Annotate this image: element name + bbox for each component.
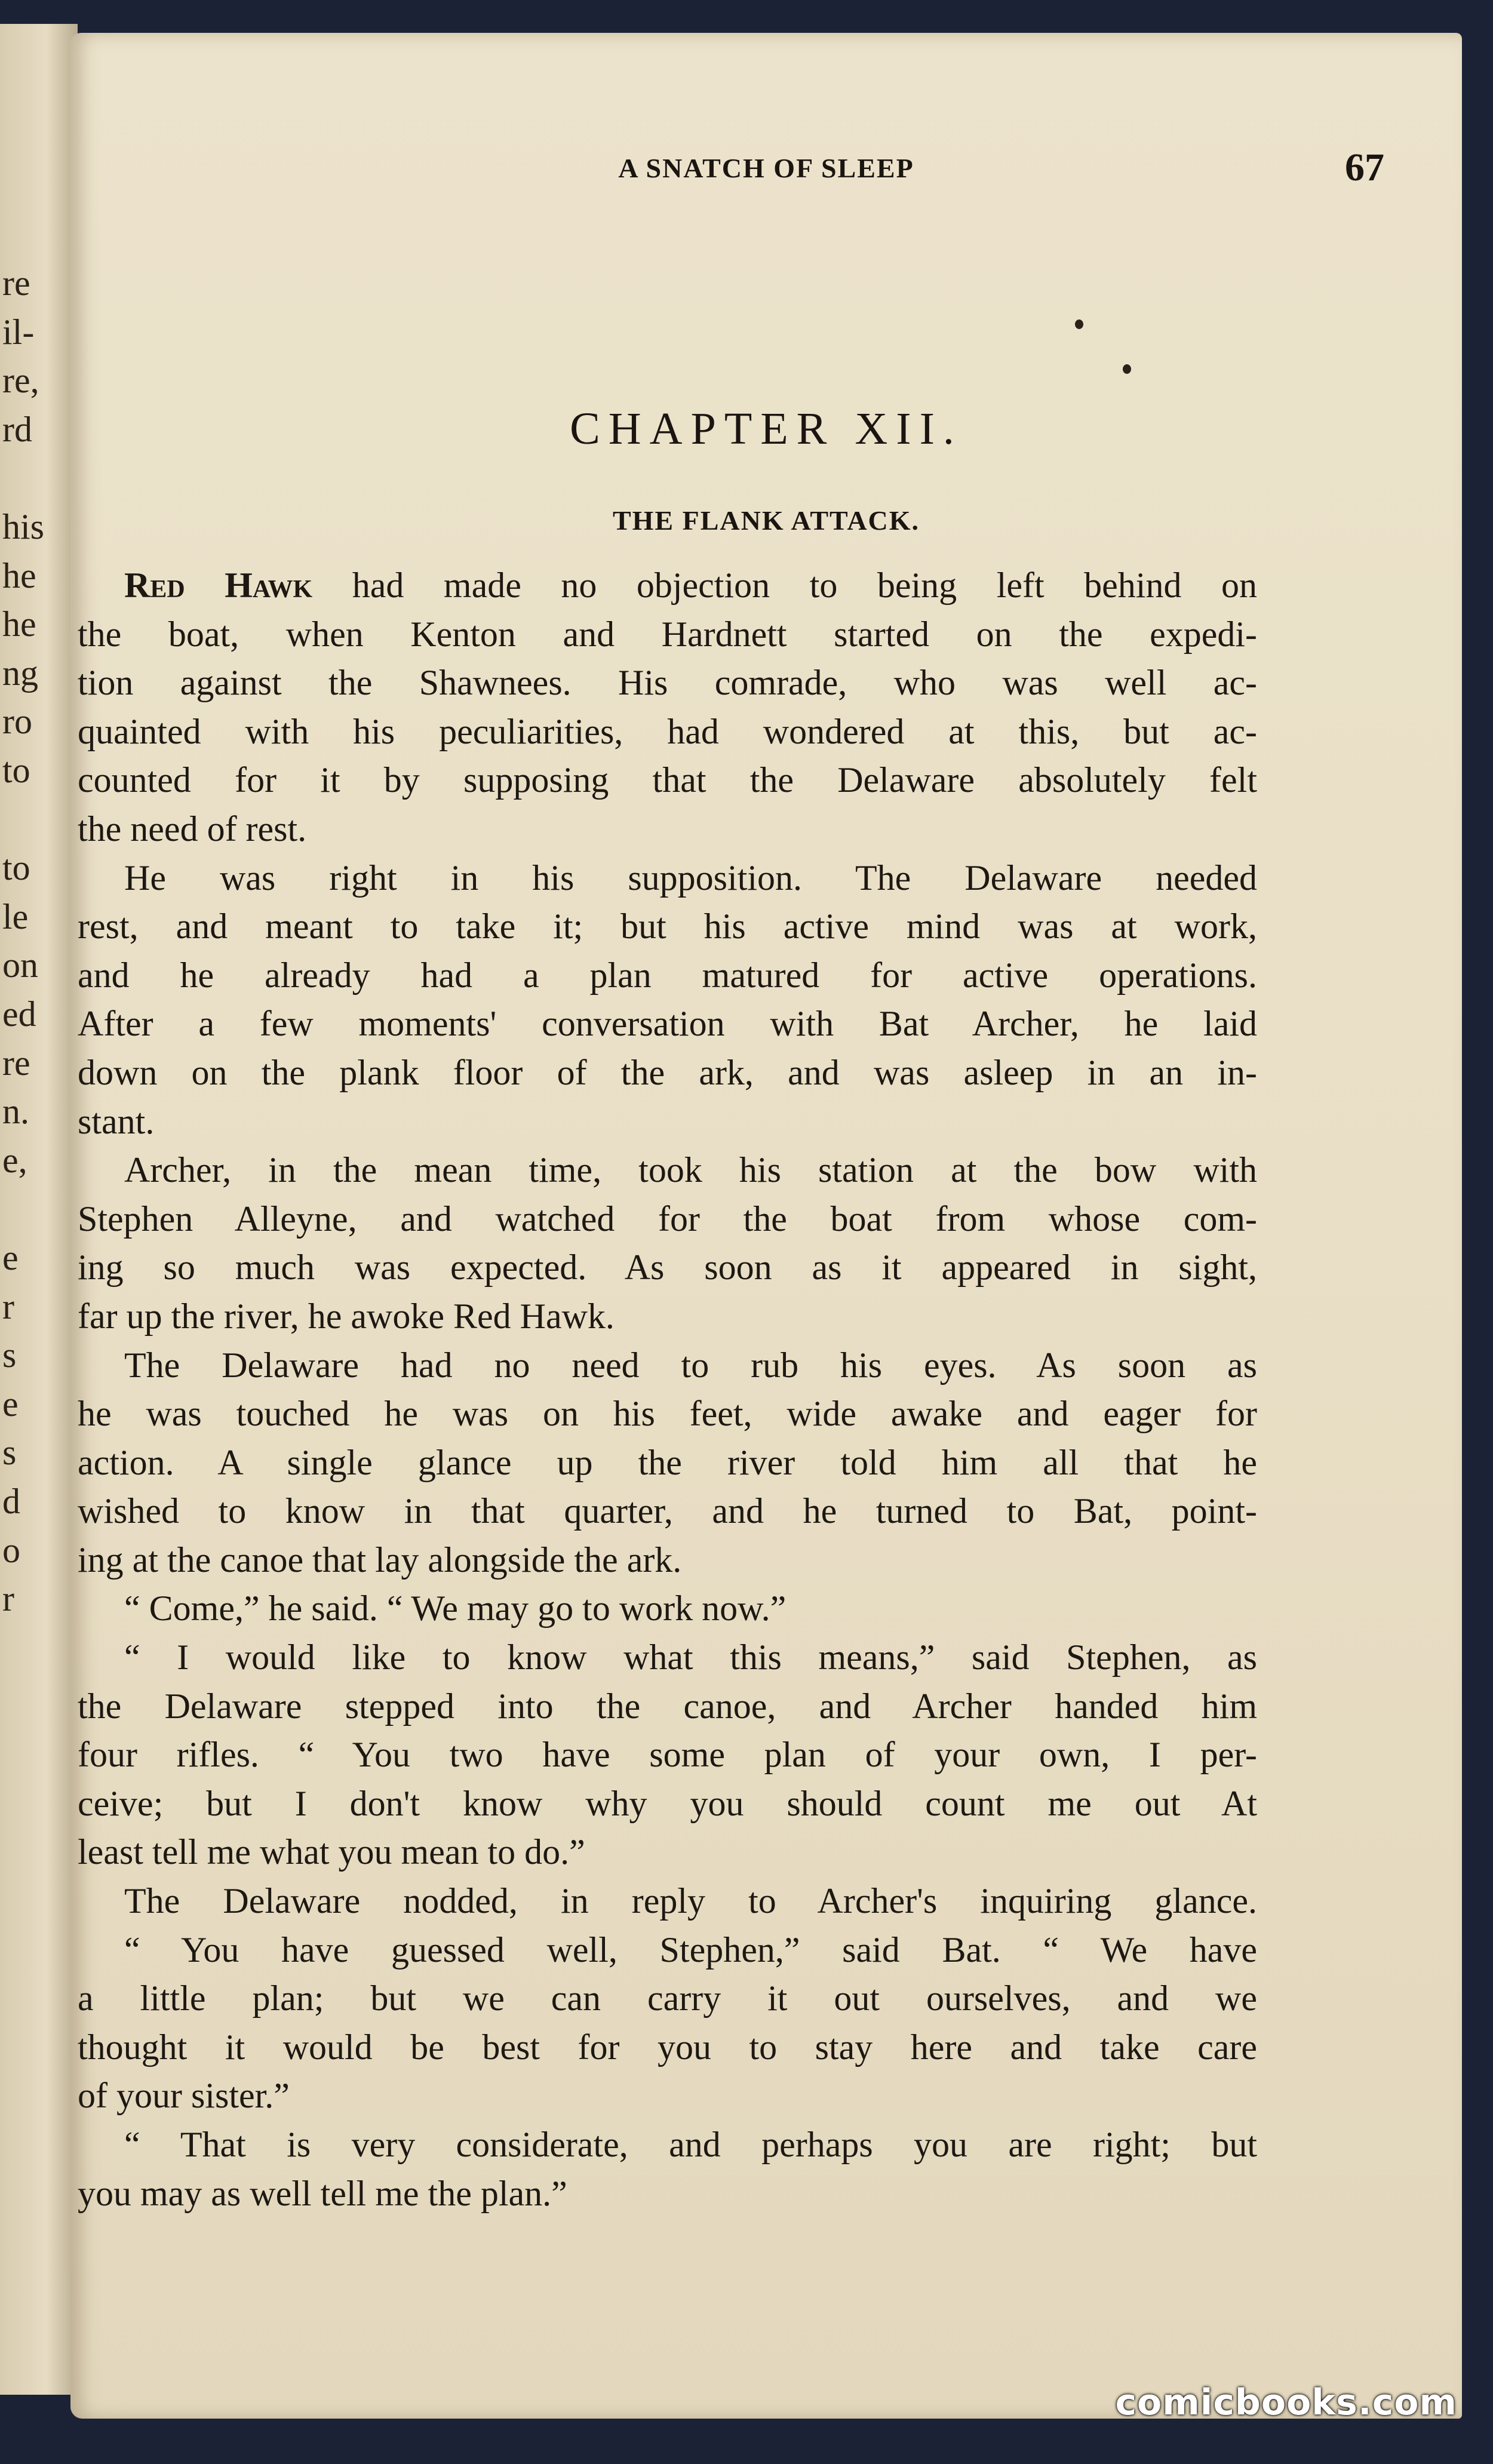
text-line: ing so much was expected. As soon as it appeared in sight, xyxy=(78,1248,1257,1288)
prev-page-fragment: le xyxy=(2,896,29,936)
text-line: the Delaware stepped into the canoe, and Archer handed him xyxy=(78,1686,1257,1726)
text-line: He was right in his supposition. The Delaware needed xyxy=(124,858,1257,898)
page-number: 67 xyxy=(1345,146,1384,189)
prev-page-fragment: ed xyxy=(2,994,36,1034)
text-line: “ I would like to know what this means,” said Stephen, as xyxy=(124,1637,1257,1678)
text-line: The Delaware had no need to rub his eyes. As soon as xyxy=(124,1345,1257,1385)
prev-page-fragment: r xyxy=(2,1579,14,1619)
prev-page-fragment: he xyxy=(2,555,36,595)
text-line: tion against the Shawnees. His comrade, who was well ac- xyxy=(78,663,1257,703)
text-line: Archer, in the mean time, took his station at the bow with xyxy=(124,1150,1257,1190)
body-text xyxy=(78,561,1257,2218)
text-line: thought it would be best for you to stay here and take care xyxy=(78,2027,1257,2067)
prev-page-fragment: re xyxy=(2,263,30,303)
prev-page-fragment: to xyxy=(2,751,30,790)
prev-page-fragment: e, xyxy=(2,1140,27,1180)
prev-page-fragment: re, xyxy=(2,361,39,401)
previous-page-edge xyxy=(0,24,78,2395)
prev-page-fragment: to xyxy=(2,848,30,888)
site-watermark: comicbooks.com xyxy=(1115,2382,1457,2423)
prev-page-fragment: he xyxy=(2,604,36,644)
chapter-subtitle: THE FLANK ATTACK. xyxy=(612,505,920,536)
prev-page-fragment: o xyxy=(2,1530,20,1570)
prev-page-fragment: on xyxy=(2,945,38,985)
prev-page-fragment: his xyxy=(2,507,45,546)
text-line: The Delaware nodded, in reply to Archer's inquiring glance. xyxy=(124,1881,1257,1921)
text-line: far up the river, he awoke Red Hawk. xyxy=(78,1296,615,1336)
chapter-title: CHAPTER XII. xyxy=(570,404,963,454)
text-line: the need of rest. xyxy=(78,809,307,849)
text-line: of your sister.” xyxy=(78,2076,290,2116)
text-line: action. A single glance up the river told him all that he xyxy=(78,1442,1257,1482)
text-line: Stephen Alleyne, and watched for the boat from whose com- xyxy=(78,1199,1257,1239)
text-line: “ Come,” he said. “ We may go to work now.” xyxy=(124,1589,787,1629)
prev-page-fragment: il- xyxy=(2,312,35,352)
text-line: least tell me what you mean to do.” xyxy=(78,1832,585,1872)
prev-page-fragment: d xyxy=(2,1482,20,1521)
prev-page-fragment: e xyxy=(2,1238,19,1277)
text-line: stant. xyxy=(78,1101,155,1141)
text-line: Red Hawk had made no objection to being left behind on xyxy=(124,566,1257,605)
text-line: a little plan; but we can carry it out ourselves, and we xyxy=(78,1978,1257,2018)
text-line: you may as well tell me the plan.” xyxy=(78,2173,567,2213)
lead-smallcaps: Red Hawk xyxy=(124,566,313,605)
text-line: ing at the canoe that lay alongside the ark. xyxy=(78,1540,682,1580)
text-line: “ You have guessed well, Stephen,” said Bat. “ We have xyxy=(124,1930,1257,1970)
text-line: and he already had a plan matured for active operations. xyxy=(78,955,1257,995)
text-line: “ That is very considerate, and perhaps you are right; but xyxy=(124,2125,1257,2164)
prev-page-fragment: s xyxy=(2,1433,17,1473)
text-line: quainted with his peculiarities, had wondered at this, but ac- xyxy=(78,711,1257,751)
prev-page-fragment: rd xyxy=(2,409,32,449)
text-line: ceive; but I don't know why you should count me out At xyxy=(78,1783,1257,1823)
prev-page-fragment: re xyxy=(2,1043,30,1083)
prev-page-fragment: s xyxy=(2,1335,17,1375)
text-line: he was touched he was on his feet, wide awake and eager for xyxy=(78,1394,1257,1434)
ink-speck xyxy=(1075,319,1083,329)
text-line: four rifles. “ You two have some plan of your own, I per- xyxy=(78,1735,1257,1775)
book-page xyxy=(70,33,1462,2419)
prev-page-fragment: r xyxy=(2,1286,14,1326)
ink-speck xyxy=(1123,364,1131,374)
text-line: the boat, when Kenton and Hardnett started on the expedi- xyxy=(78,614,1257,654)
prev-page-fragment: n. xyxy=(2,1092,29,1132)
prev-page-fragment: e xyxy=(2,1384,19,1424)
prev-page-fragment: ng xyxy=(2,653,38,693)
text-line: counted for it by supposing that the Delaware absolutely felt xyxy=(78,760,1257,800)
text-line: wished to know in that quarter, and he turned to Bat, point- xyxy=(78,1491,1257,1531)
text-line: After a few moments' conversation with Bat Archer, he laid xyxy=(78,1004,1257,1044)
running-head: A SNATCH OF SLEEP xyxy=(618,153,914,183)
prev-page-fragment: ro xyxy=(2,702,32,742)
text-line: rest, and meant to take it; but his active mind was at work, xyxy=(78,907,1257,947)
text-line: down on the plank floor of the ark, and was asleep in an in- xyxy=(78,1052,1257,1092)
